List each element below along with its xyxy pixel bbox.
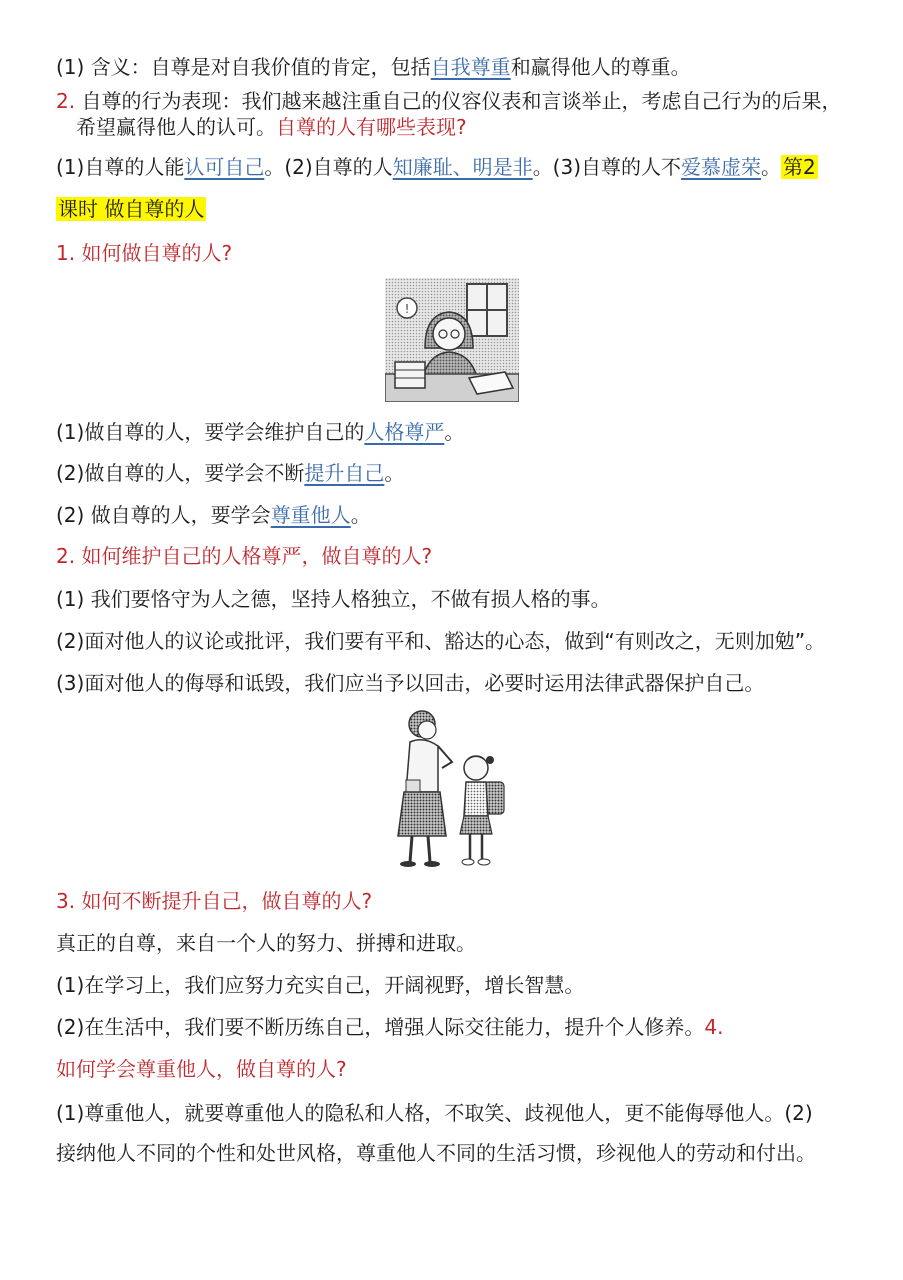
question-4: 如何学会尊重他人，做自尊的人? [56,1057,347,1081]
key-term: 爱慕虚荣 [681,155,762,179]
key-term: 提升自己 [304,461,385,485]
question-1: 1. 如何做自尊的人? [56,241,233,265]
line-meaning: (1) 含义：自尊是对自我价值的肯定，包括自我尊重和赢得他人的尊重。 [56,55,691,79]
key-term: 人格尊严 [364,420,445,444]
svg-text:!: ! [404,302,410,316]
line-traits: (1)自尊的人能认可自己。(2)自尊的人知廉耻、明是非。(3)自尊的人不爱慕虚荣。 第2 [56,155,816,179]
question-2: 2. 如何维护自己的人格尊严，做自尊的人? [56,544,433,568]
key-term: 认可自己 [184,155,265,179]
answer-3-2: (2)在生活中，我们要不断历练自己，增强人际交往能力，提升个人修养。4. [56,1015,724,1039]
key-term: 尊重他人 [270,503,351,527]
question-heading: 自尊的人有哪些表现? [276,115,467,139]
line-behavior-cont: 希望赢得他人的认可。自尊的人有哪些表现? [76,115,467,139]
answer-2-2: (2)面对他人的议论或批评，我们要有平和、豁达的心态，做到“有则改之，无则加勉”。 [56,629,826,653]
key-term: 知廉耻、明是非 [392,155,533,179]
line-behavior: 2. 自尊的行为表现：我们越来越注重自己的仪容仪表和言谈举止，考虑自己行为的后果， [56,89,842,113]
answer-3-0: 真正的自尊，来自一个人的努力、拼搏和进取。 [56,931,476,955]
answer-3-1: (1)在学习上，我们应努力充实自己，开阔视野，增长智慧。 [56,973,585,997]
answer-1-2: (2)做自尊的人，要学会不断提升自己。 [56,461,405,485]
answer-2-3: (3)面对他人的侮辱和诋毁，我们应当予以回击，必要时运用法律武器保护自己。 [56,671,765,695]
answer-4-2: 接纳他人不同的个性和处世风格，尊重他人不同的生活习惯，珍视他人的劳动和付出。 [56,1141,816,1165]
answer-1-3: (2) 做自尊的人，要学会尊重他人。 [56,503,371,527]
boy-studying-illustration [385,278,519,402]
answer-4-1: (1)尊重他人，就要尊重他人的隐私和人格，不取笑、歧视他人，更不能侮辱他人。(2) [56,1101,813,1125]
key-term-self-respect: 自我尊重 [430,55,511,79]
teacher-and-student-illustration [380,706,520,870]
answer-2-1: (1) 我们要恪守为人之德，坚持人格独立，不做有损人格的事。 [56,587,611,611]
answer-1-1: (1)做自尊的人，要学会维护自己的人格尊严。 [56,420,465,444]
lesson-title-highlight: 第2 [783,155,816,179]
lesson-title: 课时 做自尊的人 [58,197,205,221]
question-3: 3. 如何不断提升自己，做自尊的人? [56,889,373,913]
